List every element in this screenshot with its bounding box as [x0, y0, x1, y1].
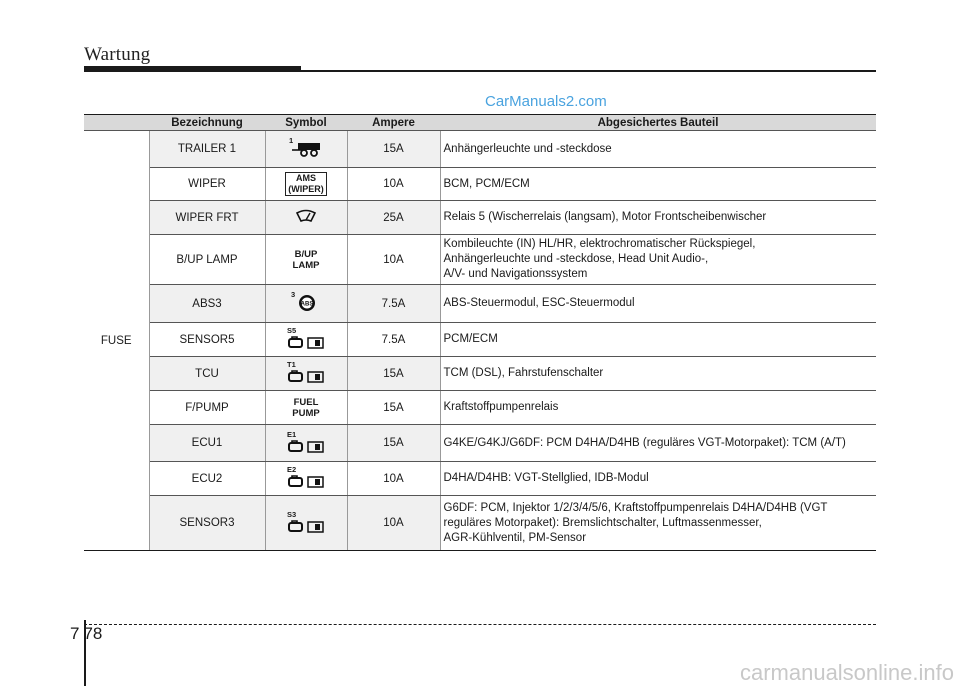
table-row [84, 131, 876, 168]
fuse-table [84, 114, 876, 551]
header-rule-thin [301, 70, 876, 72]
trailer-icon [292, 142, 324, 158]
component-line: Anhängerleuchte und -steckdose [443, 142, 612, 155]
table-row [84, 425, 876, 462]
table-row [84, 323, 876, 357]
component-line: Kraftstoffpumpenrelais [443, 401, 559, 413]
fuse-symbol [265, 235, 347, 285]
header-symbol: Symbol [265, 115, 347, 131]
fuse-symbol [265, 131, 347, 168]
fuse-ampere: 15A [347, 131, 440, 168]
table-row [84, 496, 876, 551]
component-line: G4KE/G4KJ/G6DF: PCM D4HA/D4HB (reguläres VGT-Motorpaket): TCM (A/T) [443, 436, 846, 449]
component-line: BCM, PCM/ECM [443, 177, 530, 190]
symbol-sub: T1 [287, 360, 296, 369]
fuse-name: WIPER FRT [149, 201, 265, 235]
chapter-number: 7 [70, 624, 80, 643]
engine-icon [288, 369, 326, 383]
symbol-sub: S3 [287, 509, 297, 519]
table-row [84, 357, 876, 391]
fuse-component [440, 496, 876, 551]
symbol-sub: S5 [287, 326, 297, 335]
page-number [70, 624, 106, 644]
header-bauteil: Abgesichertes Bauteil [440, 115, 876, 131]
watermark-top: CarManuals2.com [485, 93, 607, 110]
fuse-symbol [265, 496, 347, 551]
fuse-ampere: 10A [347, 235, 440, 285]
fuse-component [440, 462, 876, 496]
fuse-component [440, 235, 876, 285]
fuse-symbol [265, 285, 347, 323]
header-rule-thick [84, 66, 301, 72]
fuse-component [440, 323, 876, 357]
fuse-component [440, 201, 876, 235]
fuse-name: F/PUMP [149, 391, 265, 425]
page-header-title: Wartung [84, 44, 151, 65]
ams-wiper-label: AMS (WIPER) [285, 172, 327, 196]
fuse-component [440, 357, 876, 391]
wiper-icon [295, 209, 317, 223]
fuse-name: TRAILER 1 [149, 131, 265, 168]
engine-icon [288, 439, 326, 453]
engine-icon [288, 519, 326, 533]
fuse-ampere: 7.5A [347, 323, 440, 357]
component-line: AGR-Kühlventil, PM-Sensor [443, 531, 587, 544]
fuse-component [440, 391, 876, 425]
backup-lamp-label: B/UP LAMP [292, 248, 320, 271]
fuse-name: SENSOR3 [149, 496, 265, 551]
fuse-component [440, 131, 876, 168]
fuse-symbol [265, 201, 347, 235]
fuse-ampere: 10A [347, 462, 440, 496]
category-cell: FUSE [84, 131, 149, 551]
abs-icon [296, 294, 318, 312]
fuse-name: TCU [149, 357, 265, 391]
fuel-pump-label: FUEL PUMP [292, 396, 320, 419]
fuse-name: ECU2 [149, 462, 265, 496]
component-line: D4HA/D4HB: VGT-Stellglied, IDB-Modul [443, 472, 649, 484]
table-row [84, 235, 876, 285]
component-line: G6DF: PCM, Injektor 1/2/3/4/5/6, Kraftstoffpumpenrelais D4HA/D4HB (VGT [443, 501, 828, 514]
fuse-ampere: 15A [347, 357, 440, 391]
table-row [84, 462, 876, 496]
fuse-component [440, 425, 876, 462]
component-line: reguläres Motorpaket): Bremslichtschalter, Luftmassenmesser, [443, 516, 762, 529]
component-line: Kombileuchte (IN) HL/HR, elektrochromatischer Rückspiegel, [443, 238, 756, 250]
table-row [84, 168, 876, 201]
fuse-name: WIPER [149, 168, 265, 201]
symbol-sub: E1 [287, 429, 297, 439]
fuse-symbol [265, 462, 347, 496]
component-line: A/V- und Navigationssystem [443, 268, 588, 280]
table-row [84, 201, 876, 235]
fuse-name: SENSOR5 [149, 323, 265, 357]
component-line: Relais 5 (Wischerrelais (langsam), Motor Frontscheibenwischer [443, 211, 767, 223]
fuse-symbol [265, 357, 347, 391]
fuse-name: ECU1 [149, 425, 265, 462]
footer-rule [84, 624, 876, 625]
header-ampere: Ampere [347, 115, 440, 131]
fuse-symbol [265, 323, 347, 357]
engine-icon [288, 335, 326, 349]
fuse-symbol [265, 425, 347, 462]
symbol-sub: E2 [287, 465, 297, 474]
page-number-value: 78 [83, 624, 103, 643]
fuse-symbol [265, 168, 347, 201]
footer-watermark: carmanualsonline.info [739, 660, 954, 685]
symbol-sub: 1 [289, 135, 294, 145]
component-line: ABS-Steuermodul, ESC-Steuermodul [443, 297, 635, 309]
fuse-ampere: 10A [347, 168, 440, 201]
fuse-symbol [265, 391, 347, 425]
fuse-ampere: 10A [347, 496, 440, 551]
header-category [84, 115, 149, 131]
component-line: PCM/ECM [443, 333, 498, 345]
fuse-component [440, 285, 876, 323]
fuse-ampere: 25A [347, 201, 440, 235]
component-line: Anhängerleuchte und -steckdose, Head Unit Audio-, [443, 253, 709, 265]
engine-icon [288, 474, 326, 488]
table-row [84, 391, 876, 425]
fuse-component [440, 168, 876, 201]
fuse-name: B/UP LAMP [149, 235, 265, 285]
fuse-ampere: 15A [347, 391, 440, 425]
table-header-row [84, 115, 876, 131]
header-bezeichnung: Bezeichnung [149, 115, 265, 131]
symbol-sub: 3 [291, 290, 296, 299]
svg-text:ABS: ABS [300, 301, 314, 308]
fuse-ampere: 15A [347, 425, 440, 462]
fuse-name: ABS3 [149, 285, 265, 323]
fuse-ampere: 7.5A [347, 285, 440, 323]
table-row [84, 285, 876, 323]
component-line: TCM (DSL), Fahrstufenschalter [443, 367, 604, 379]
